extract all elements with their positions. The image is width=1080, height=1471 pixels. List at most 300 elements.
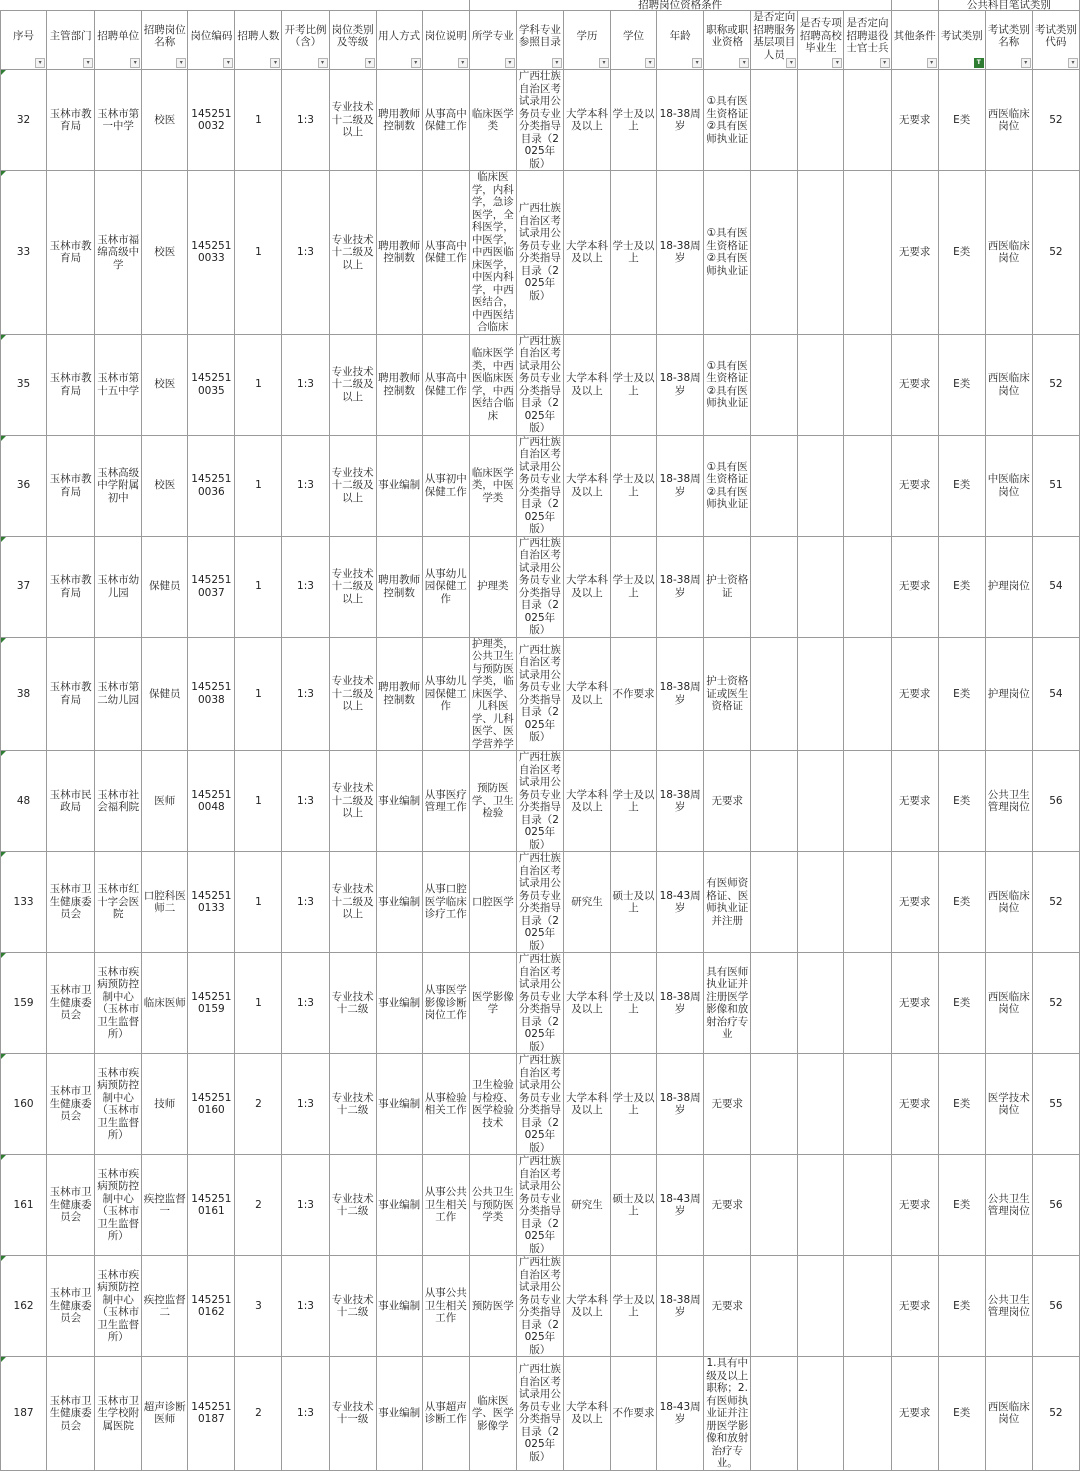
table-cell[interactable]: 广西壮族自治区考试录用公务员专业分类指导目录（2025年版） bbox=[516, 536, 563, 637]
table-cell[interactable]: 校医 bbox=[142, 334, 188, 435]
table-cell[interactable]: 事业编制 bbox=[376, 435, 422, 536]
table-cell[interactable]: 52 bbox=[1032, 171, 1079, 335]
table-cell[interactable] bbox=[798, 70, 844, 171]
filter-dropdown-icon[interactable]: ▾ bbox=[411, 58, 421, 68]
table-cell[interactable] bbox=[751, 536, 798, 637]
table-cell[interactable]: 学士及以上 bbox=[611, 751, 657, 852]
table-cell[interactable]: 疾控监督二 bbox=[142, 1256, 188, 1357]
table-cell[interactable]: 从事幼儿园保健工作 bbox=[422, 637, 469, 751]
table-cell[interactable]: 临床医学类，中西医临床医学，中西医结合临床 bbox=[469, 334, 516, 435]
table-cell[interactable] bbox=[751, 637, 798, 751]
table-cell[interactable] bbox=[751, 1155, 798, 1256]
table-cell[interactable]: 37 bbox=[1, 536, 47, 637]
table-cell[interactable]: 专业技术十二级及以上 bbox=[329, 536, 376, 637]
table-cell[interactable]: 玉林市社会福利院 bbox=[95, 751, 142, 852]
filter-dropdown-icon[interactable]: ▾ bbox=[1021, 58, 1031, 68]
table-cell[interactable]: 1 bbox=[235, 171, 282, 335]
table-cell[interactable]: 聘用教师控制数 bbox=[376, 70, 422, 171]
table-cell[interactable]: 超声诊断医师 bbox=[142, 1357, 188, 1471]
table-cell[interactable] bbox=[751, 1054, 798, 1155]
table-cell[interactable]: 3 bbox=[235, 1256, 282, 1357]
table-cell[interactable]: ①具有医生资格证②具有医师执业证 bbox=[704, 171, 751, 335]
table-cell[interactable]: 学士及以上 bbox=[611, 536, 657, 637]
table-cell[interactable]: 18-38周岁 bbox=[657, 637, 704, 751]
table-cell[interactable]: 1452510048 bbox=[188, 751, 235, 852]
table-cell[interactable]: 1:3 bbox=[282, 1256, 329, 1357]
table-cell[interactable]: 1452510162 bbox=[188, 1256, 235, 1357]
table-cell[interactable]: 临床医学，内科学，急诊医学，全科医学，中医学，中西医临床医学，中医内科学，中西医结合，中西医结合临床 bbox=[469, 171, 516, 335]
table-cell[interactable]: 广西壮族自治区考试录用公务员专业分类指导目录（2025年版） bbox=[516, 171, 563, 335]
table-cell[interactable]: 无要求 bbox=[891, 1256, 938, 1357]
table-cell[interactable]: 学士及以上 bbox=[611, 1256, 657, 1357]
table-cell[interactable]: 专业技术十二级及以上 bbox=[329, 435, 376, 536]
table-cell[interactable] bbox=[844, 70, 891, 171]
table-cell[interactable]: 51 bbox=[1032, 435, 1079, 536]
table-cell[interactable]: 1 bbox=[235, 435, 282, 536]
table-cell[interactable]: 160 bbox=[1, 1054, 47, 1155]
table-cell[interactable]: 公共卫生管理岗位 bbox=[985, 751, 1032, 852]
table-cell[interactable]: 无要求 bbox=[891, 334, 938, 435]
table-cell[interactable]: 无要求 bbox=[891, 1357, 938, 1471]
table-cell[interactable]: E类 bbox=[938, 334, 985, 435]
filter-dropdown-icon[interactable]: ▾ bbox=[927, 58, 937, 68]
table-cell[interactable]: 1452510187 bbox=[188, 1357, 235, 1471]
table-cell[interactable]: 18-43周岁 bbox=[657, 1357, 704, 1471]
table-cell[interactable]: 大学本科及以上 bbox=[563, 637, 610, 751]
table-cell[interactable]: 广西壮族自治区考试录用公务员专业分类指导目录（2025年版） bbox=[516, 953, 563, 1054]
table-cell[interactable]: 大学本科及以上 bbox=[563, 1054, 610, 1155]
table-cell[interactable]: 无要求 bbox=[891, 953, 938, 1054]
table-cell[interactable]: E类 bbox=[938, 435, 985, 536]
table-cell[interactable]: 广西壮族自治区考试录用公务员专业分类指导目录（2025年版） bbox=[516, 70, 563, 171]
table-cell[interactable]: 从事高中保健工作 bbox=[422, 70, 469, 171]
table-cell[interactable]: 预防医学 bbox=[469, 1256, 516, 1357]
table-cell[interactable]: 硕士及以上 bbox=[611, 852, 657, 953]
table-cell[interactable]: 54 bbox=[1032, 536, 1079, 637]
table-cell[interactable]: 1 bbox=[235, 536, 282, 637]
table-cell[interactable]: 玉林高级中学附属初中 bbox=[95, 435, 142, 536]
table-cell[interactable] bbox=[844, 435, 891, 536]
table-cell[interactable]: 无要求 bbox=[891, 171, 938, 335]
table-cell[interactable]: 事业编制 bbox=[376, 953, 422, 1054]
table-cell[interactable]: 西医临床岗位 bbox=[985, 852, 1032, 953]
table-cell[interactable]: 从事医疗管理工作 bbox=[422, 751, 469, 852]
table-cell[interactable]: 玉林市疾病预防控制中心（玉林市卫生监督所） bbox=[95, 1256, 142, 1357]
table-cell[interactable]: 1 bbox=[235, 953, 282, 1054]
table-cell[interactable]: 玉林市教育局 bbox=[47, 435, 95, 536]
table-cell[interactable]: 无要求 bbox=[891, 1155, 938, 1256]
table-cell[interactable]: 专业技术十二级及以上 bbox=[329, 70, 376, 171]
table-cell[interactable]: 临床医学、医学影像学 bbox=[469, 1357, 516, 1471]
table-cell[interactable] bbox=[844, 171, 891, 335]
table-cell[interactable]: E类 bbox=[938, 852, 985, 953]
table-cell[interactable]: 保健员 bbox=[142, 536, 188, 637]
table-cell[interactable] bbox=[844, 334, 891, 435]
table-cell[interactable]: 1:3 bbox=[282, 536, 329, 637]
table-cell[interactable]: 中医临床岗位 bbox=[985, 435, 1032, 536]
table-cell[interactable]: 玉林市第二幼儿园 bbox=[95, 637, 142, 751]
table-cell[interactable]: 从事初中保健工作 bbox=[422, 435, 469, 536]
table-cell[interactable]: 161 bbox=[1, 1155, 47, 1256]
table-cell[interactable]: 保健员 bbox=[142, 637, 188, 751]
table-cell[interactable]: 大学本科及以上 bbox=[563, 953, 610, 1054]
table-cell[interactable]: 临床医学类，中医学类 bbox=[469, 435, 516, 536]
table-cell[interactable]: 1452510036 bbox=[188, 435, 235, 536]
table-cell[interactable]: 1:3 bbox=[282, 1054, 329, 1155]
table-cell[interactable]: 护理岗位 bbox=[985, 637, 1032, 751]
table-cell[interactable]: 玉林市教育局 bbox=[47, 334, 95, 435]
table-cell[interactable]: 玉林市教育局 bbox=[47, 171, 95, 335]
table-cell[interactable] bbox=[751, 171, 798, 335]
table-cell[interactable]: 护理类 bbox=[469, 536, 516, 637]
table-cell[interactable]: 专业技术十二级 bbox=[329, 1054, 376, 1155]
table-cell[interactable]: 大学本科及以上 bbox=[563, 435, 610, 536]
table-cell[interactable]: 玉林市民政局 bbox=[47, 751, 95, 852]
table-cell[interactable]: 校医 bbox=[142, 70, 188, 171]
table-cell[interactable]: 从事幼儿园保健工作 bbox=[422, 536, 469, 637]
filter-dropdown-icon[interactable]: ▾ bbox=[35, 58, 45, 68]
table-cell[interactable] bbox=[798, 1155, 844, 1256]
table-cell[interactable] bbox=[844, 637, 891, 751]
table-cell[interactable]: 广西壮族自治区考试录用公务员专业分类指导目录（2025年版） bbox=[516, 1256, 563, 1357]
table-cell[interactable]: 32 bbox=[1, 70, 47, 171]
table-cell[interactable]: 西医临床岗位 bbox=[985, 70, 1032, 171]
table-cell[interactable]: 1452510160 bbox=[188, 1054, 235, 1155]
table-cell[interactable]: 18-38周岁 bbox=[657, 751, 704, 852]
table-cell[interactable]: 162 bbox=[1, 1256, 47, 1357]
table-cell[interactable]: 无要求 bbox=[704, 751, 751, 852]
table-cell[interactable]: 18-38周岁 bbox=[657, 334, 704, 435]
table-cell[interactable]: E类 bbox=[938, 1155, 985, 1256]
table-cell[interactable]: 广西壮族自治区考试录用公务员专业分类指导目录（2025年版） bbox=[516, 751, 563, 852]
table-cell[interactable]: 1:3 bbox=[282, 1155, 329, 1256]
table-cell[interactable]: 无要求 bbox=[891, 70, 938, 171]
table-cell[interactable]: 专业技术十二级及以上 bbox=[329, 171, 376, 335]
table-cell[interactable]: 1452510133 bbox=[188, 852, 235, 953]
table-cell[interactable]: 52 bbox=[1032, 334, 1079, 435]
table-cell[interactable]: 1 bbox=[235, 70, 282, 171]
table-cell[interactable]: 玉林市卫生学校附属医院 bbox=[95, 1357, 142, 1471]
table-cell[interactable]: 专业技术十二级及以上 bbox=[329, 751, 376, 852]
table-cell[interactable]: ①具有医生资格证②具有医师执业证 bbox=[704, 70, 751, 171]
table-cell[interactable]: 聘用教师控制数 bbox=[376, 536, 422, 637]
table-cell[interactable]: 玉林市疾病预防控制中心（玉林市卫生监督所） bbox=[95, 1155, 142, 1256]
table-cell[interactable]: 1:3 bbox=[282, 435, 329, 536]
table-cell[interactable]: 公共卫生管理岗位 bbox=[985, 1256, 1032, 1357]
table-cell[interactable]: 133 bbox=[1, 852, 47, 953]
table-cell[interactable]: 52 bbox=[1032, 70, 1079, 171]
table-cell[interactable]: 1 bbox=[235, 852, 282, 953]
table-cell[interactable]: 具有医师执业证并注册医学影像和放射治疗专业 bbox=[704, 953, 751, 1054]
table-cell[interactable]: 18-43周岁 bbox=[657, 1155, 704, 1256]
table-cell[interactable]: 玉林市卫生健康委员会 bbox=[47, 1155, 95, 1256]
table-cell[interactable]: 48 bbox=[1, 751, 47, 852]
table-cell[interactable]: 1452510035 bbox=[188, 334, 235, 435]
table-cell[interactable]: 学士及以上 bbox=[611, 70, 657, 171]
table-cell[interactable]: 无要求 bbox=[891, 1054, 938, 1155]
table-cell[interactable]: 36 bbox=[1, 435, 47, 536]
table-cell[interactable]: 从事口腔医学临床诊疗工作 bbox=[422, 852, 469, 953]
table-cell[interactable]: 专业技术十一级 bbox=[329, 1357, 376, 1471]
table-cell[interactable]: 广西壮族自治区考试录用公务员专业分类指导目录（2025年版） bbox=[516, 1054, 563, 1155]
table-cell[interactable]: 有医师资格证、医师执业证并注册 bbox=[704, 852, 751, 953]
table-cell[interactable] bbox=[798, 953, 844, 1054]
table-cell[interactable]: 专业技术十二级及以上 bbox=[329, 852, 376, 953]
table-cell[interactable] bbox=[751, 334, 798, 435]
table-cell[interactable]: 1:3 bbox=[282, 70, 329, 171]
filter-dropdown-icon[interactable]: ▾ bbox=[270, 58, 280, 68]
table-cell[interactable] bbox=[751, 435, 798, 536]
table-cell[interactable]: 无要求 bbox=[891, 435, 938, 536]
table-cell[interactable]: 2 bbox=[235, 1054, 282, 1155]
filter-dropdown-icon[interactable]: ▾ bbox=[832, 58, 842, 68]
table-cell[interactable]: 52 bbox=[1032, 953, 1079, 1054]
table-cell[interactable] bbox=[751, 1256, 798, 1357]
table-cell[interactable]: 聘用教师控制数 bbox=[376, 171, 422, 335]
table-cell[interactable]: E类 bbox=[938, 70, 985, 171]
table-cell[interactable]: 从事医学影像诊断岗位工作 bbox=[422, 953, 469, 1054]
table-cell[interactable]: 1452510033 bbox=[188, 171, 235, 335]
table-cell[interactable]: 52 bbox=[1032, 1357, 1079, 1471]
table-cell[interactable]: 玉林市卫生健康委员会 bbox=[47, 852, 95, 953]
filter-dropdown-icon[interactable]: ▾ bbox=[223, 58, 233, 68]
table-cell[interactable] bbox=[844, 751, 891, 852]
table-cell[interactable]: 18-38周岁 bbox=[657, 1256, 704, 1357]
table-cell[interactable]: 55 bbox=[1032, 1054, 1079, 1155]
table-cell[interactable]: 广西壮族自治区考试录用公务员专业分类指导目录（2025年版） bbox=[516, 1357, 563, 1471]
table-cell[interactable]: 无要求 bbox=[704, 1054, 751, 1155]
table-cell[interactable]: 玉林市教育局 bbox=[47, 637, 95, 751]
table-cell[interactable] bbox=[844, 1357, 891, 1471]
table-cell[interactable]: 专业技术十二级 bbox=[329, 1256, 376, 1357]
table-cell[interactable]: 护理类，公共卫生与预防医学类，临床医学、儿科医学、儿科医学、医学营养学 bbox=[469, 637, 516, 751]
table-cell[interactable]: E类 bbox=[938, 751, 985, 852]
table-cell[interactable]: 玉林市福绵高级中学 bbox=[95, 171, 142, 335]
table-cell[interactable] bbox=[798, 1054, 844, 1155]
table-cell[interactable]: 不作要求 bbox=[611, 1357, 657, 1471]
table-cell[interactable]: 1:3 bbox=[282, 1357, 329, 1471]
table-cell[interactable]: 无要求 bbox=[891, 536, 938, 637]
table-cell[interactable]: 事业编制 bbox=[376, 1357, 422, 1471]
table-cell[interactable]: 从事高中保健工作 bbox=[422, 334, 469, 435]
table-cell[interactable]: 护士资格证或医生资格证 bbox=[704, 637, 751, 751]
table-cell[interactable]: 专业技术十二级及以上 bbox=[329, 637, 376, 751]
table-cell[interactable]: 玉林市卫生健康委员会 bbox=[47, 1357, 95, 1471]
table-cell[interactable] bbox=[751, 953, 798, 1054]
table-cell[interactable]: E类 bbox=[938, 637, 985, 751]
table-cell[interactable]: 研究生 bbox=[563, 852, 610, 953]
table-cell[interactable]: 事业编制 bbox=[376, 1054, 422, 1155]
table-cell[interactable]: 56 bbox=[1032, 1155, 1079, 1256]
table-cell[interactable]: 1 bbox=[235, 637, 282, 751]
table-cell[interactable]: 玉林市教育局 bbox=[47, 70, 95, 171]
table-cell[interactable]: 18-38周岁 bbox=[657, 1054, 704, 1155]
table-cell[interactable]: 聘用教师控制数 bbox=[376, 637, 422, 751]
table-cell[interactable]: 大学本科及以上 bbox=[563, 536, 610, 637]
table-cell[interactable]: 35 bbox=[1, 334, 47, 435]
table-cell[interactable]: 2 bbox=[235, 1155, 282, 1256]
table-cell[interactable]: 口腔科医师二 bbox=[142, 852, 188, 953]
table-cell[interactable] bbox=[844, 1155, 891, 1256]
filter-dropdown-icon[interactable]: ▾ bbox=[645, 58, 655, 68]
filter-dropdown-icon[interactable]: ▾ bbox=[552, 58, 562, 68]
table-cell[interactable]: 疾控监督一 bbox=[142, 1155, 188, 1256]
table-cell[interactable]: 公共卫生与预防医学类 bbox=[469, 1155, 516, 1256]
table-cell[interactable]: 医学技术岗位 bbox=[985, 1054, 1032, 1155]
table-cell[interactable] bbox=[844, 852, 891, 953]
table-cell[interactable]: E类 bbox=[938, 1054, 985, 1155]
filter-dropdown-icon[interactable]: ▾ bbox=[83, 58, 93, 68]
table-cell[interactable]: 广西壮族自治区考试录用公务员专业分类指导目录（2025年版） bbox=[516, 1155, 563, 1256]
table-cell[interactable]: 专业技术十二级 bbox=[329, 1155, 376, 1256]
table-cell[interactable] bbox=[798, 536, 844, 637]
table-cell[interactable] bbox=[798, 435, 844, 536]
table-cell[interactable]: E类 bbox=[938, 171, 985, 335]
table-cell[interactable]: 广西壮族自治区考试录用公务员专业分类指导目录（2025年版） bbox=[516, 637, 563, 751]
table-cell[interactable] bbox=[798, 637, 844, 751]
table-cell[interactable]: 52 bbox=[1032, 852, 1079, 953]
table-cell[interactable]: 学士及以上 bbox=[611, 1054, 657, 1155]
table-cell[interactable] bbox=[751, 1357, 798, 1471]
table-cell[interactable]: E类 bbox=[938, 953, 985, 1054]
table-cell[interactable]: 公共卫生管理岗位 bbox=[985, 1155, 1032, 1256]
table-cell[interactable]: 技师 bbox=[142, 1054, 188, 1155]
table-cell[interactable]: 无要求 bbox=[704, 1256, 751, 1357]
table-cell[interactable]: 159 bbox=[1, 953, 47, 1054]
table-cell[interactable]: ①具有医生资格证②具有医师执业证 bbox=[704, 435, 751, 536]
filter-dropdown-icon[interactable]: ▾ bbox=[458, 58, 468, 68]
table-cell[interactable]: 无要求 bbox=[891, 637, 938, 751]
table-cell[interactable]: 1452510038 bbox=[188, 637, 235, 751]
table-cell[interactable]: 大学本科及以上 bbox=[563, 751, 610, 852]
table-cell[interactable]: 无要求 bbox=[704, 1155, 751, 1256]
table-cell[interactable]: 广西壮族自治区考试录用公务员专业分类指导目录（2025年版） bbox=[516, 852, 563, 953]
table-cell[interactable]: 学士及以上 bbox=[611, 171, 657, 335]
filter-dropdown-icon[interactable]: ▾ bbox=[176, 58, 186, 68]
table-cell[interactable]: 玉林市教育局 bbox=[47, 536, 95, 637]
filter-dropdown-icon[interactable]: ▾ bbox=[786, 58, 796, 68]
table-cell[interactable]: 187 bbox=[1, 1357, 47, 1471]
table-cell[interactable] bbox=[798, 171, 844, 335]
filter-dropdown-icon[interactable]: ▾ bbox=[505, 58, 515, 68]
table-cell[interactable]: 从事超声诊断工作 bbox=[422, 1357, 469, 1471]
table-cell[interactable]: 学士及以上 bbox=[611, 334, 657, 435]
table-cell[interactable]: 38 bbox=[1, 637, 47, 751]
table-cell[interactable]: 18-38周岁 bbox=[657, 435, 704, 536]
table-cell[interactable]: 玉林市卫生健康委员会 bbox=[47, 1054, 95, 1155]
table-cell[interactable]: 卫生检验与检疫、医学检验技术 bbox=[469, 1054, 516, 1155]
table-cell[interactable]: 专业技术十二级及以上 bbox=[329, 334, 376, 435]
table-cell[interactable]: 西医临床岗位 bbox=[985, 1357, 1032, 1471]
table-cell[interactable]: 18-43周岁 bbox=[657, 852, 704, 953]
table-cell[interactable]: 事业编制 bbox=[376, 1155, 422, 1256]
table-cell[interactable] bbox=[751, 751, 798, 852]
table-cell[interactable]: 研究生 bbox=[563, 1155, 610, 1256]
table-cell[interactable] bbox=[844, 1256, 891, 1357]
table-cell[interactable]: 1:3 bbox=[282, 852, 329, 953]
table-cell[interactable]: E类 bbox=[938, 1256, 985, 1357]
table-cell[interactable]: 学士及以上 bbox=[611, 435, 657, 536]
table-cell[interactable]: 校医 bbox=[142, 435, 188, 536]
table-cell[interactable]: E类 bbox=[938, 536, 985, 637]
filter-dropdown-icon[interactable]: ▾ bbox=[599, 58, 609, 68]
table-cell[interactable]: 1452510032 bbox=[188, 70, 235, 171]
table-cell[interactable]: 18-38周岁 bbox=[657, 171, 704, 335]
table-cell[interactable]: 1 bbox=[235, 334, 282, 435]
filter-dropdown-icon[interactable]: ▾ bbox=[739, 58, 749, 68]
table-cell[interactable]: 西医临床岗位 bbox=[985, 171, 1032, 335]
table-cell[interactable]: 不作要求 bbox=[611, 637, 657, 751]
filter-dropdown-icon[interactable]: ▾ bbox=[1068, 58, 1078, 68]
filter-dropdown-icon[interactable]: ▾ bbox=[880, 58, 890, 68]
table-cell[interactable] bbox=[798, 852, 844, 953]
table-cell[interactable]: 18-38周岁 bbox=[657, 536, 704, 637]
table-cell[interactable]: 学士及以上 bbox=[611, 953, 657, 1054]
table-cell[interactable]: 大学本科及以上 bbox=[563, 334, 610, 435]
table-cell[interactable]: 玉林市疾病预防控制中心（玉林市卫生监督所） bbox=[95, 953, 142, 1054]
table-cell[interactable]: 护士资格证 bbox=[704, 536, 751, 637]
table-cell[interactable]: 玉林市幼儿园 bbox=[95, 536, 142, 637]
table-cell[interactable]: 西医临床岗位 bbox=[985, 334, 1032, 435]
filter-dropdown-icon[interactable]: ▾ bbox=[318, 58, 328, 68]
table-cell[interactable]: 校医 bbox=[142, 171, 188, 335]
table-cell[interactable] bbox=[844, 536, 891, 637]
filter-dropdown-icon[interactable]: ▾ bbox=[365, 58, 375, 68]
table-cell[interactable]: 1:3 bbox=[282, 953, 329, 1054]
table-cell[interactable]: 1:3 bbox=[282, 637, 329, 751]
table-cell[interactable]: 1.具有中级及以上职称；2.有医师执业证并注册医学影像和放射治疗专业。 bbox=[704, 1357, 751, 1471]
table-cell[interactable]: 大学本科及以上 bbox=[563, 70, 610, 171]
table-cell[interactable]: 玉林市红十字会医院 bbox=[95, 852, 142, 953]
table-cell[interactable]: 大学本科及以上 bbox=[563, 1357, 610, 1471]
table-cell[interactable] bbox=[751, 70, 798, 171]
table-cell[interactable]: 事业编制 bbox=[376, 1256, 422, 1357]
table-cell[interactable]: 临床医学类 bbox=[469, 70, 516, 171]
table-cell[interactable]: 预防医学、卫生检验 bbox=[469, 751, 516, 852]
table-cell[interactable]: 无要求 bbox=[891, 751, 938, 852]
filter-dropdown-icon[interactable]: ▾ bbox=[692, 58, 702, 68]
table-cell[interactable] bbox=[798, 1357, 844, 1471]
table-cell[interactable]: 临床医师 bbox=[142, 953, 188, 1054]
table-cell[interactable] bbox=[798, 751, 844, 852]
table-cell[interactable]: 玉林市第十五中学 bbox=[95, 334, 142, 435]
table-cell[interactable]: 从事公共卫生相关工作 bbox=[422, 1256, 469, 1357]
table-cell[interactable]: 广西壮族自治区考试录用公务员专业分类指导目录（2025年版） bbox=[516, 435, 563, 536]
table-cell[interactable]: 2 bbox=[235, 1357, 282, 1471]
table-cell[interactable]: ①具有医生资格证②具有医师执业证 bbox=[704, 334, 751, 435]
table-cell[interactable] bbox=[751, 852, 798, 953]
table-cell[interactable]: 18-38周岁 bbox=[657, 70, 704, 171]
table-cell[interactable]: 54 bbox=[1032, 637, 1079, 751]
table-cell[interactable]: 事业编制 bbox=[376, 852, 422, 953]
table-cell[interactable]: 硕士及以上 bbox=[611, 1155, 657, 1256]
table-cell[interactable]: 专业技术十二级 bbox=[329, 953, 376, 1054]
table-cell[interactable] bbox=[798, 334, 844, 435]
table-cell[interactable]: 1452510159 bbox=[188, 953, 235, 1054]
table-cell[interactable]: 56 bbox=[1032, 1256, 1079, 1357]
table-cell[interactable]: 1452510161 bbox=[188, 1155, 235, 1256]
table-cell[interactable]: 事业编制 bbox=[376, 751, 422, 852]
table-cell[interactable]: 大学本科及以上 bbox=[563, 1256, 610, 1357]
table-cell[interactable]: 1:3 bbox=[282, 751, 329, 852]
table-cell[interactable]: 18-38周岁 bbox=[657, 953, 704, 1054]
table-cell[interactable]: E类 bbox=[938, 1357, 985, 1471]
table-cell[interactable]: 33 bbox=[1, 171, 47, 335]
table-cell[interactable]: 1:3 bbox=[282, 171, 329, 335]
table-cell[interactable] bbox=[798, 1256, 844, 1357]
table-cell[interactable]: 1452510037 bbox=[188, 536, 235, 637]
table-cell[interactable]: 护理岗位 bbox=[985, 536, 1032, 637]
